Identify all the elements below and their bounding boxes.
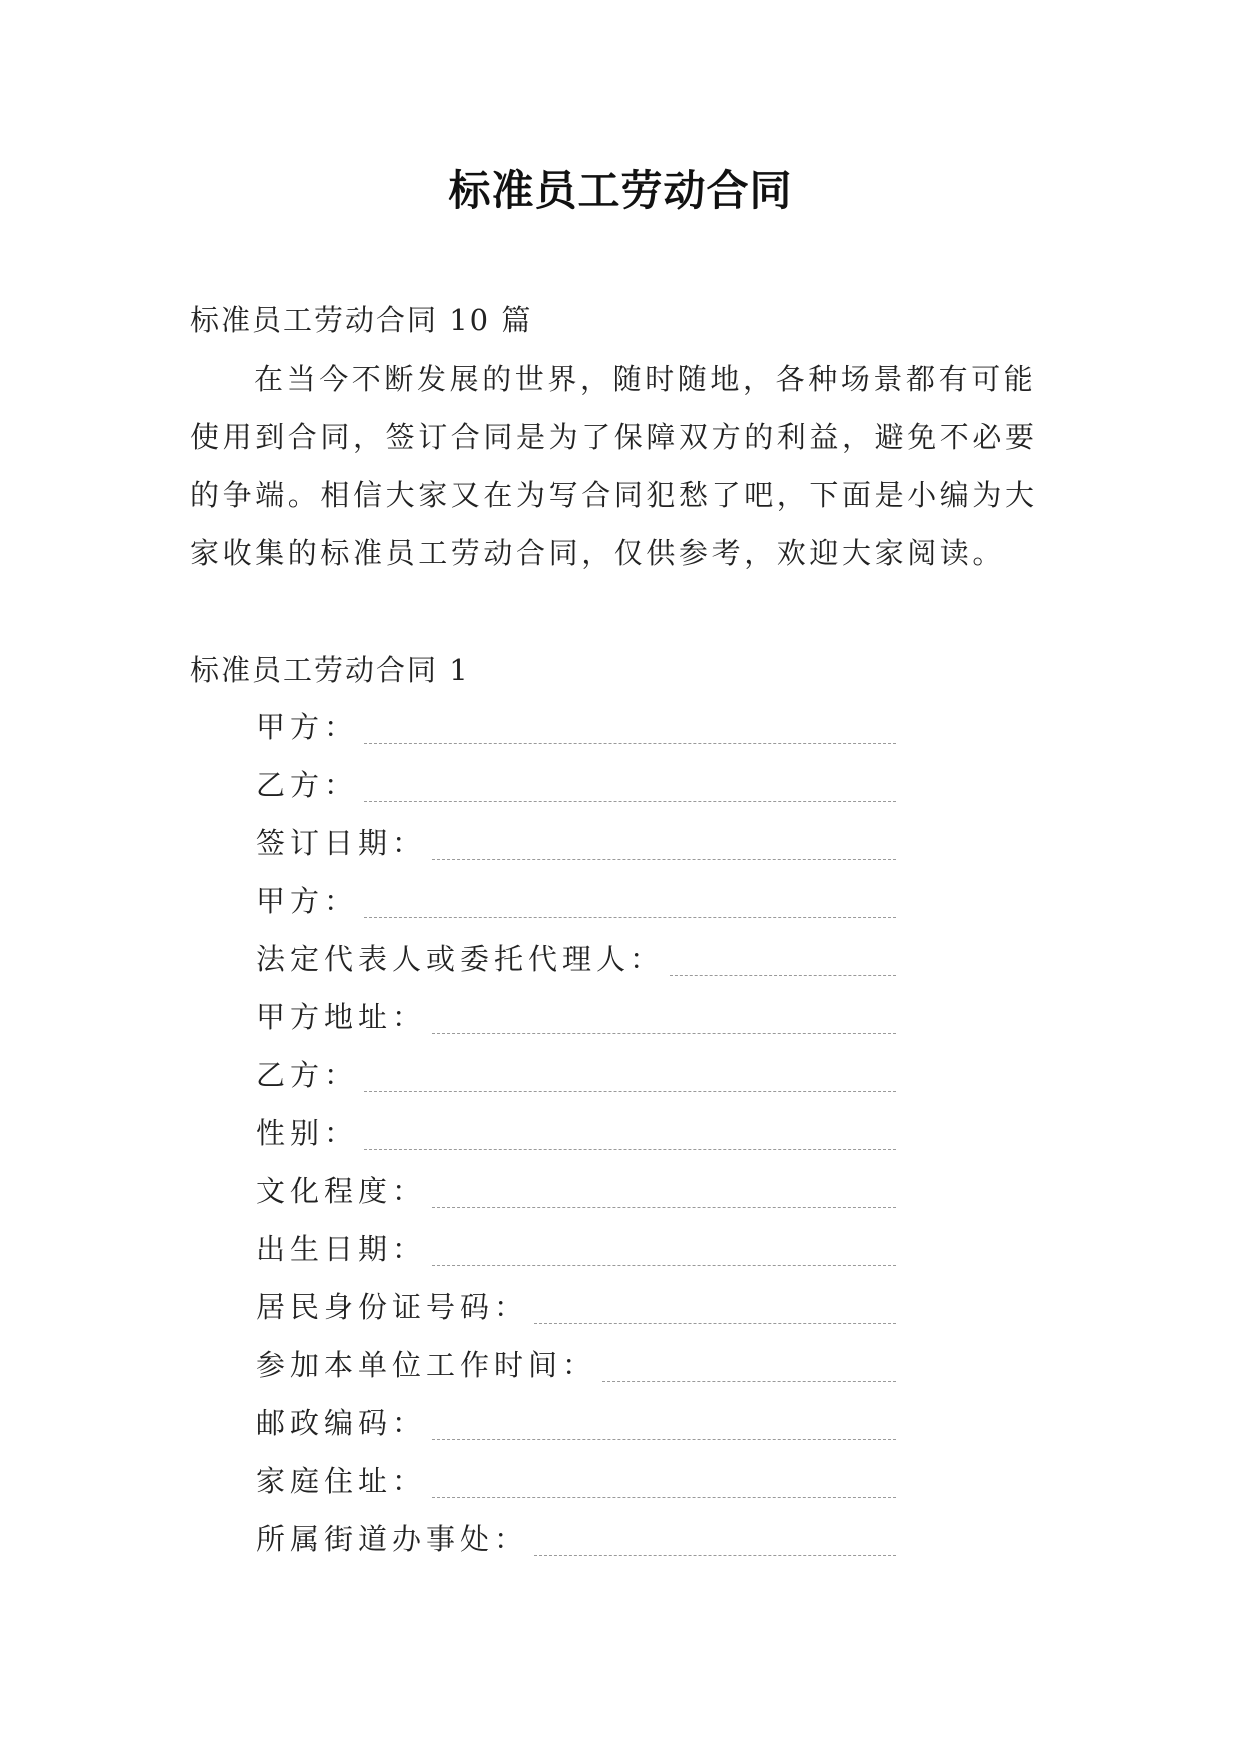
field-party-a-address (256, 984, 896, 1042)
field-start-work-date (256, 1332, 896, 1390)
field-label: 乙方： (256, 1058, 359, 1092)
field-label: 邮政编码： (256, 1406, 427, 1440)
field-label: 居民身份证号码： (256, 1290, 529, 1324)
field-subdistrict-office (256, 1506, 896, 1564)
field-label: 法定代表人或委托代理人： (256, 942, 665, 976)
field-label: 甲方： (256, 884, 359, 918)
fill-in-blank[interactable] (534, 1515, 896, 1556)
field-legal-representative (256, 926, 896, 984)
fill-in-blank[interactable] (432, 819, 896, 860)
field-label: 甲方地址： (256, 1000, 427, 1034)
fill-in-blank[interactable] (364, 1051, 896, 1092)
fill-in-blank[interactable] (432, 1457, 896, 1498)
intro-paragraph: 在当今不断发展的世界，随时随地，各种场景都有可能使用到合同，签订合同是为了保障双方的利益，避免不必要的争端。相信大家又在为写合同犯愁了吧，下面是小编为大家收集的标准员工劳动合同，仅供参考，欢迎大家阅读。 (190, 362, 1038, 570)
field-label: 性别： (256, 1116, 359, 1150)
section-heading: 标准员工劳动合同 1 (190, 653, 470, 687)
fill-in-blank[interactable] (364, 703, 896, 744)
document-subtitle: 标准员工劳动合同 10 篇 (190, 303, 533, 337)
fill-in-blank[interactable] (432, 1225, 896, 1266)
fill-in-blank[interactable] (432, 1399, 896, 1440)
fill-in-blank[interactable] (432, 1167, 896, 1208)
field-party-a (256, 694, 896, 752)
fill-in-blank[interactable] (364, 761, 896, 802)
field-id-number (256, 1274, 896, 1332)
fill-in-blank[interactable] (602, 1341, 896, 1382)
field-label: 甲方： (256, 710, 359, 744)
field-birth-date (256, 1216, 896, 1274)
field-home-address (256, 1448, 896, 1506)
fill-in-blank[interactable] (364, 1109, 896, 1150)
field-party-b (256, 752, 896, 810)
field-party-a-2 (256, 868, 896, 926)
field-label: 签订日期： (256, 826, 427, 860)
fill-in-blank[interactable] (432, 993, 896, 1034)
fill-in-blank[interactable] (534, 1283, 896, 1324)
field-party-b-2 (256, 1042, 896, 1100)
fill-in-blank[interactable] (670, 935, 896, 976)
field-gender (256, 1100, 896, 1158)
field-label: 所属街道办事处： (256, 1522, 529, 1556)
field-label: 乙方： (256, 768, 359, 802)
field-label: 文化程度： (256, 1174, 427, 1208)
field-label: 出生日期： (256, 1232, 427, 1266)
fill-in-blank[interactable] (364, 877, 896, 918)
field-education (256, 1158, 896, 1216)
field-label: 家庭住址： (256, 1464, 427, 1498)
field-signing-date (256, 810, 896, 868)
field-label: 参加本单位工作时间： (256, 1348, 597, 1382)
contract-fields-list (256, 694, 896, 1564)
field-postal-code (256, 1390, 896, 1448)
document-title: 标准员工劳动合同 (448, 166, 793, 215)
